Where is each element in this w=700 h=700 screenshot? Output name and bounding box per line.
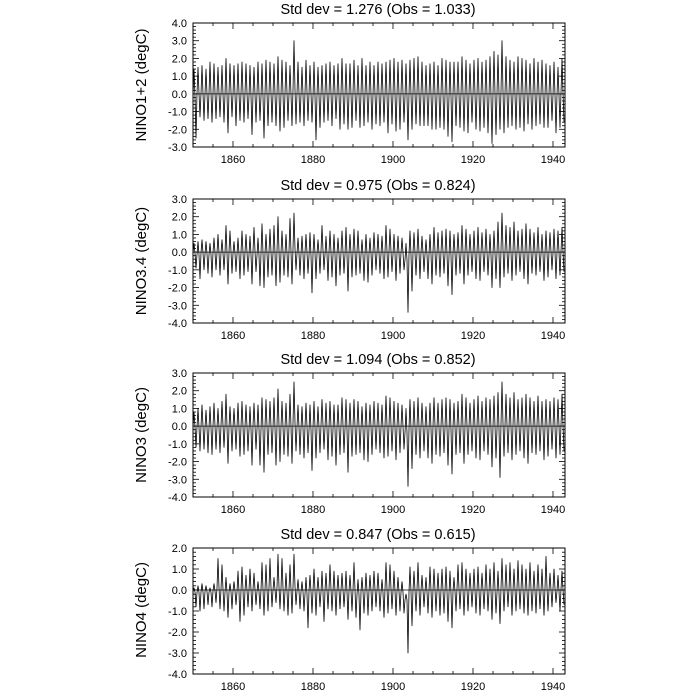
x-tick-labels <box>221 504 565 516</box>
panel-nino12 <box>133 2 565 166</box>
x-tick-label: 1940 <box>540 681 566 693</box>
panel-nino34 <box>133 178 565 342</box>
x-tick-labels <box>221 154 565 166</box>
y-tick-label: -2.0 <box>168 456 187 469</box>
x-tick-label: 1940 <box>540 330 566 342</box>
y-tick-label: -1.0 <box>168 438 187 451</box>
y-tick-label: 2.0 <box>171 53 187 66</box>
panel-title: Std dev = 0.975 (Obs = 0.824) <box>280 178 476 194</box>
y-tick-label: -2.0 <box>168 627 187 639</box>
y-tick-label: 1.0 <box>171 71 187 84</box>
x-tick-label: 1860 <box>220 330 246 342</box>
x-tick-labels <box>221 330 565 342</box>
y-axis-label: NINO3 (degC) <box>133 387 150 483</box>
x-tick-label: 1920 <box>460 504 486 516</box>
x-tick-label: 1880 <box>300 681 326 693</box>
y-axis-label: NINO3.4 (degC) <box>133 206 150 316</box>
x-tick-label: 1920 <box>460 681 486 693</box>
x-tick-label: 1940 <box>540 154 566 166</box>
y-tick-label: -2.0 <box>168 124 187 137</box>
y-tick-label: -4.0 <box>168 669 187 681</box>
y-tick-labels <box>168 543 187 681</box>
y-tick-label: 4.0 <box>171 18 187 30</box>
panel-nino4 <box>133 527 565 693</box>
panel-title: Std dev = 1.276 (Obs = 1.033) <box>280 2 476 18</box>
y-tick-label: 1.0 <box>171 403 187 416</box>
y-tick-label: 3.0 <box>171 35 187 48</box>
y-tick-label: 1.0 <box>171 229 187 242</box>
y-tick-label: -3.0 <box>168 648 187 660</box>
panel-title: Std dev = 1.094 (Obs = 0.852) <box>280 352 476 368</box>
y-tick-label: 2.0 <box>171 543 187 555</box>
x-tick-label: 1900 <box>380 330 406 342</box>
y-tick-label: 0.0 <box>171 585 187 597</box>
y-tick-label: 0.0 <box>171 88 187 101</box>
panel-nino3 <box>133 352 565 516</box>
x-tick-label: 1860 <box>220 681 246 693</box>
y-tick-label: -3.0 <box>168 300 187 313</box>
y-tick-label: 3.0 <box>171 194 187 206</box>
x-tick-label: 1900 <box>380 681 406 693</box>
y-tick-label: -4.0 <box>168 318 187 330</box>
x-tick-label: 1860 <box>220 504 246 516</box>
y-tick-label: -1.0 <box>168 106 187 119</box>
y-tick-label: -1.0 <box>168 606 187 618</box>
x-tick-label: 1860 <box>220 154 246 166</box>
y-tick-labels <box>168 194 187 330</box>
plot-frame <box>193 548 565 674</box>
panel-title: Std dev = 0.847 (Obs = 0.615) <box>280 527 476 543</box>
x-tick-label: 1900 <box>380 504 406 516</box>
x-tick-label: 1940 <box>540 504 566 516</box>
y-tick-label: 2.0 <box>171 211 187 224</box>
x-tick-label: 1920 <box>460 330 486 342</box>
y-tick-labels <box>168 18 187 154</box>
y-tick-label: 0.0 <box>171 247 187 260</box>
x-tick-label: 1880 <box>300 154 326 166</box>
y-tick-label: -4.0 <box>168 492 187 504</box>
y-tick-label: 1.0 <box>171 564 187 576</box>
y-tick-label: 3.0 <box>171 368 187 380</box>
x-tick-label: 1920 <box>460 154 486 166</box>
y-tick-label: -3.0 <box>168 474 187 487</box>
x-tick-labels <box>221 681 565 693</box>
y-tick-label: -1.0 <box>168 264 187 277</box>
y-tick-label: -3.0 <box>168 142 187 154</box>
x-tick-label: 1900 <box>380 154 406 166</box>
y-tick-label: 2.0 <box>171 385 187 398</box>
y-tick-label: -2.0 <box>168 282 187 295</box>
y-axis-label: NINO4 (degC) <box>133 562 150 658</box>
y-tick-labels <box>168 368 187 504</box>
y-axis-label: NINO1+2 (degC) <box>133 28 150 142</box>
y-tick-label: 0.0 <box>171 421 187 434</box>
x-tick-label: 1880 <box>300 330 326 342</box>
x-tick-label: 1880 <box>300 504 326 516</box>
